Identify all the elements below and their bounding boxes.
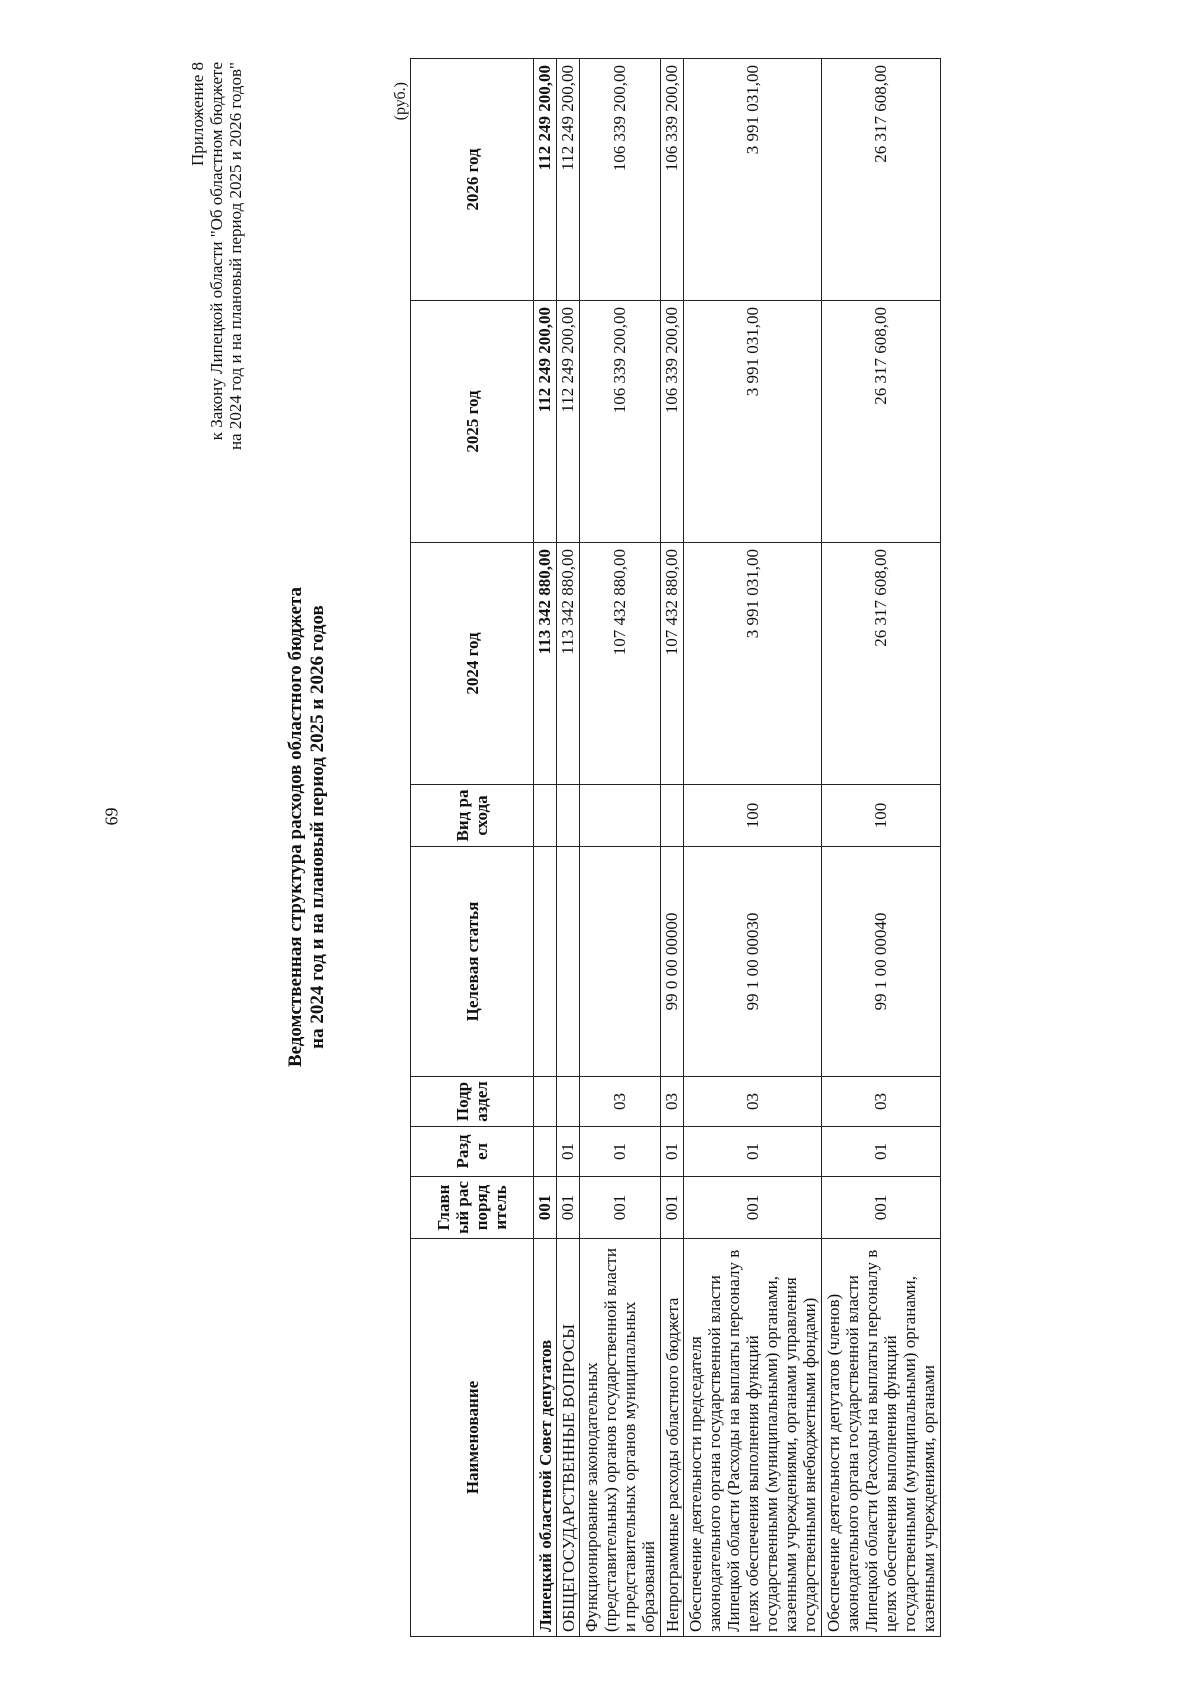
cell-podrazdel: 03 bbox=[661, 1077, 684, 1127]
cell-cs bbox=[534, 847, 557, 1077]
header-podrazdel: Подраздел bbox=[411, 1077, 534, 1127]
cell-gr: 001 bbox=[557, 1177, 580, 1239]
cell-y2024: 26 317 608,00 bbox=[822, 543, 941, 785]
cell-cs: 99 1 00 00040 bbox=[822, 847, 941, 1077]
cell-y2025: 112 249 200,00 bbox=[557, 301, 580, 543]
cell-y2024: 107 432 880,00 bbox=[661, 543, 684, 785]
cell-y2025: 26 317 608,00 bbox=[822, 301, 941, 543]
header-2024: 2024 год bbox=[411, 543, 534, 785]
title-line-2: на 2024 год и на плановый период 2025 и 2026 годов bbox=[307, 605, 328, 1049]
cell-vr bbox=[557, 785, 580, 847]
cell-vr bbox=[534, 785, 557, 847]
table-row bbox=[661, 59, 684, 1637]
cell-vr: 100 bbox=[822, 785, 941, 847]
cell-cs: 99 0 00 00000 bbox=[661, 847, 684, 1077]
appendix-line-1: Приложение 8 bbox=[188, 62, 207, 166]
appendix-header bbox=[188, 62, 245, 622]
cell-y2026: 106 339 200,00 bbox=[661, 59, 684, 301]
cell-y2026: 112 249 200,00 bbox=[557, 59, 580, 301]
cell-cs: 99 1 00 00030 bbox=[684, 847, 822, 1077]
cell-y2025: 106 339 200,00 bbox=[580, 301, 661, 543]
cell-y2024: 113 342 880,00 bbox=[557, 543, 580, 785]
cell-razdel: 01 bbox=[661, 1127, 684, 1177]
cell-cs bbox=[580, 847, 661, 1077]
cell-y2026: 112 249 200,00 bbox=[534, 59, 557, 301]
cell-podrazdel: 03 bbox=[580, 1077, 661, 1127]
cell-podrazdel bbox=[557, 1077, 580, 1127]
cell-y2026: 106 339 200,00 bbox=[580, 59, 661, 301]
cell-name: Непрограммные расходы областного бюджета bbox=[661, 1239, 684, 1637]
appendix-line-2: к Закону Липецкой области "Об областном бюджете bbox=[207, 62, 226, 441]
cell-name: Обеспечение деятельности депутатов (членов) законодательного органа государственной власти Липецкой области (Расходы на выплаты персоналу в целях обеспечения выполнения функций государственными (муниципальными) органами, казенными учреждениями, органами bbox=[822, 1239, 941, 1637]
cell-y2024: 113 342 880,00 bbox=[534, 543, 557, 785]
cell-y2026: 3 991 031,00 bbox=[684, 59, 822, 301]
title-line-1: Ведомственная структура расходов областного бюджета bbox=[285, 586, 306, 1068]
table-row bbox=[822, 59, 941, 1637]
cell-name: Обеспечение деятельности председателя законодательного органа государственной власти Липецкой области (Расходы на выплаты персоналу в целях обеспечения выполнения функций государственными (муниципальными) органами, казенными учреждениями, органами управления государственными внебюджетными фондами) bbox=[684, 1239, 822, 1637]
cell-gr: 001 bbox=[822, 1177, 941, 1239]
cell-gr: 001 bbox=[534, 1177, 557, 1239]
cell-y2025: 106 339 200,00 bbox=[661, 301, 684, 543]
cell-vr: 100 bbox=[684, 785, 822, 847]
table-row bbox=[534, 59, 557, 1637]
cell-vr bbox=[661, 785, 684, 847]
header-name: Наименование bbox=[411, 1239, 534, 1637]
cell-podrazdel bbox=[534, 1077, 557, 1127]
cell-y2025: 3 991 031,00 bbox=[684, 301, 822, 543]
cell-cs bbox=[557, 847, 580, 1077]
cell-gr: 001 bbox=[580, 1177, 661, 1239]
table-row bbox=[684, 59, 822, 1637]
cell-y2024: 3 991 031,00 bbox=[684, 543, 822, 785]
cell-name: Липецкий областной Совет депутатов bbox=[534, 1239, 557, 1637]
header-cs: Целевая статья bbox=[411, 847, 534, 1077]
budget-table bbox=[410, 58, 941, 1637]
cell-podrazdel: 03 bbox=[684, 1077, 822, 1127]
cell-razdel: 01 bbox=[822, 1127, 941, 1177]
table-header-row bbox=[411, 59, 534, 1637]
header-vr: Вид расхода bbox=[411, 785, 534, 847]
cell-razdel: 01 bbox=[684, 1127, 822, 1177]
table-row bbox=[557, 59, 580, 1637]
document-title bbox=[285, 477, 329, 1177]
cell-razdel: 01 bbox=[557, 1127, 580, 1177]
header-razdel: Раздел bbox=[411, 1127, 534, 1177]
currency-unit: (руб.) bbox=[392, 82, 409, 121]
header-2025: 2025 год bbox=[411, 301, 534, 543]
appendix-line-3: на 2024 год и на плановый период 2025 и 2026 годов" bbox=[226, 62, 245, 451]
cell-name: ОБЩЕГОСУДАРСТВЕННЫЕ ВОПРОСЫ bbox=[557, 1239, 580, 1637]
cell-podrazdel: 03 bbox=[822, 1077, 941, 1127]
cell-razdel: 01 bbox=[580, 1127, 661, 1177]
cell-y2024: 107 432 880,00 bbox=[580, 543, 661, 785]
cell-name: Функционирование законодательных (представительных) органов государственной власти и представительных органов муниципальных образований bbox=[580, 1239, 661, 1637]
table-row bbox=[580, 59, 661, 1637]
cell-gr: 001 bbox=[684, 1177, 822, 1239]
cell-vr bbox=[580, 785, 661, 847]
header-gr: Главный распорядитель bbox=[411, 1177, 534, 1239]
page-number: 69 bbox=[101, 807, 122, 826]
header-2026: 2026 год bbox=[411, 59, 534, 301]
cell-y2026: 26 317 608,00 bbox=[822, 59, 941, 301]
cell-gr: 001 bbox=[661, 1177, 684, 1239]
cell-razdel bbox=[534, 1127, 557, 1177]
cell-y2025: 112 249 200,00 bbox=[534, 301, 557, 543]
